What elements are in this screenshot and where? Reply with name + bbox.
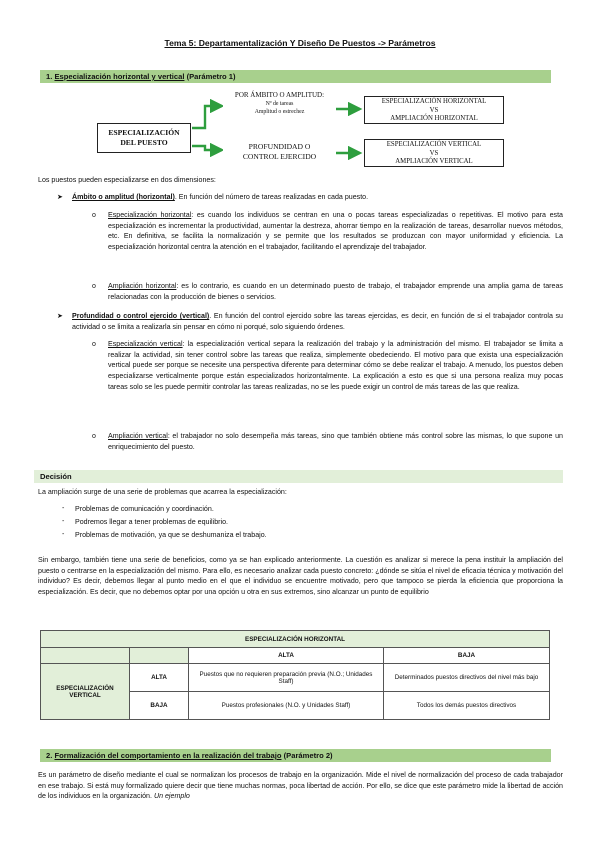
diagram-main-line2: DEL PUESTO xyxy=(120,138,168,147)
diagram-profundidad-box xyxy=(223,142,336,166)
circle-bullet-icon: o xyxy=(92,341,96,348)
table-empty-cell xyxy=(130,648,189,664)
esp-horizontal-paragraph xyxy=(108,210,563,253)
esp-horizontal-text: : es cuando los individuos se centran en una o pocas tareas especializadas o repetitivas. El motivo para esta especialización es incrementar la productividad, aumentar la destreza, ahorrar tiempo en la realización de tareas, desarrollar nuevos métodos, etc. En definitiva, se facilita la normalización y se permite que los resultados se produzcan con mayor uniformidad y eficiencia. La especialización horizontal centra la atención en el trabajador, facilitando el aprendizaje del trabajador. xyxy=(108,211,563,252)
diagram-ambito-line1: POR ÁMBITO O AMPLITUD: xyxy=(234,91,325,99)
diagram-main-box xyxy=(97,123,191,153)
diagram-prof-line1: PROFUNDIDAD O xyxy=(248,142,311,151)
arrow-main-to-ambito xyxy=(192,106,222,128)
diagram-result-horizontal-box xyxy=(364,96,504,124)
arrow-main-to-profundidad xyxy=(192,146,222,150)
profundidad-text: . En función del control ejercido sobre las tareas ejercidas, es decir, en función de si el trabajador controla su actividad o se limita a realizarla sin pensar en cómo ni porqué, solo siguiendo órdenes. xyxy=(72,312,563,331)
diagram-res2-line2: VS xyxy=(429,149,439,157)
table-col-alta: ALTA xyxy=(189,648,384,664)
diagram-main-line1: ESPECIALIZACIÓN xyxy=(108,128,180,137)
decision-header xyxy=(34,470,563,483)
table-col-baja: BAJA xyxy=(384,648,550,664)
diagram-ambito-line3: Amplitud o estrechez xyxy=(254,109,305,115)
circle-bullet-icon: o xyxy=(92,212,96,219)
decision-intro: La ampliación surge de una serie de problemas que acarrea la especialización: xyxy=(38,488,287,496)
page-title: Tema 5: Departamentalización Y Diseño De Puestos -> Parámetros xyxy=(164,38,436,48)
table-cell-alta-baja: Determinados puestos directivos del nivel más bajo xyxy=(384,664,550,692)
esp-vertical-paragraph xyxy=(108,339,563,393)
section-1-title: Especialización horizontal y vertical xyxy=(54,72,185,81)
decision-header-label: Decisión xyxy=(40,472,72,481)
ambito-text: . En función del número de tareas realizadas en cada puesto. xyxy=(174,193,369,201)
table-cell-baja-baja: Todos los demás puestos directivos xyxy=(384,692,550,720)
amp-vertical-text: : el trabajador no solo desempeña más tareas, sino que también obtiene más control sobre las mismas, lo que supone un enriquecimiento del puesto. xyxy=(108,432,563,451)
dash-bullet: - xyxy=(62,518,65,525)
section-2-title: Formalización del comportamiento en la realización del trabajo xyxy=(54,751,282,760)
ambito-label: Ámbito o amplitud (horizontal) xyxy=(72,193,175,201)
diagram-res2-line1: ESPECIALIZACIÓN VERTICAL xyxy=(386,141,482,148)
diagram-result-vertical-box xyxy=(364,139,504,167)
diagram-res1-line1: ESPECIALIZACIÓN HORIZONTAL xyxy=(381,98,487,105)
table-cell-baja-alta: Puestos profesionales (N.O. y Unidades Staff) xyxy=(189,692,384,720)
ambito-line xyxy=(72,192,562,203)
decision-item: Problemas de comunicación y coordinación. xyxy=(75,505,214,513)
intro-text: Los puestos pueden especializarse en dos dimensiones: xyxy=(38,176,216,184)
diagram-ambito-box xyxy=(223,91,336,126)
esp-vertical-text: : la especialización vertical separa la realización del trabajo y la administración del mismo. El trabajador se limita a realizar la actividad, sin tener control sobre las tareas que realiza, simplemente obedeciendo. El motivo para que exista una especialización vertical puede ser porque se necesite una perspectiva diferente para determinar cómo se debe realizar el trabajo. A menudo, los puestos deben especializarse verticalmente porque están especializados horizontalmente. La explicación a esto es que si una persona realiza muy pocas tareas solo se les puede permitir controlar las tareas realizadas, no se les puede exigir un control de más tareas de las que realiza. xyxy=(108,340,563,391)
dash-bullet: - xyxy=(62,505,65,512)
section-2-param: (Parámetro 2) xyxy=(283,751,333,760)
profundidad-label: Profundidad o control ejercido (vertical) xyxy=(72,312,210,320)
decision-paragraph: Sin embargo, también tiene una serie de beneficios, como ya se han explicado anteriormente. La cuestión es analizar si merece la pena instituir la ampliación del puesto o centrarse en la especialización del mismo. Para ello, es necesario analizar cada puesto concreto: ¿dónde se sitúa el nivel de eficacia técnica y motivación del individuo? Es decir, debemos llegar al punto medio en el que el individuo se encuentre motivado, pero que tampoco se pierda la eficiencia que proporciona la especialización. Es decir, que no debemos optar por una opción u otra en sus extremos, sino alcanzar un punto de equilibrio xyxy=(38,556,563,597)
section-2-paragraph xyxy=(38,770,563,802)
diagram-res1-line2: VS xyxy=(429,106,439,114)
amp-horizontal-paragraph xyxy=(108,281,563,302)
diagram-ambito-line2: Nº de tareas xyxy=(265,101,294,107)
amp-vertical-paragraph xyxy=(108,431,563,452)
table-cell-alta-alta: Puestos que no requieren preparación previa (N.O.; Unidades Staff) xyxy=(189,664,384,692)
amp-vertical-label: Ampliación vertical xyxy=(108,432,168,440)
section-1-number: 1. xyxy=(46,72,53,81)
table-row-label: ESPECIALIZACIÓN VERTICAL xyxy=(41,664,130,720)
arrow-bullet-icon: ➤ xyxy=(57,313,63,320)
circle-bullet-icon: o xyxy=(92,283,96,290)
dash-bullet: - xyxy=(62,531,65,538)
diagram-res2-line3: AMPLIACIÓN VERTICAL xyxy=(395,158,473,165)
section-2-header xyxy=(40,749,551,762)
arrow-bullet-icon: ➤ xyxy=(57,194,63,201)
circle-bullet-icon: o xyxy=(92,433,96,440)
table-row-baja: BAJA xyxy=(130,692,189,720)
table-header: ESPECIALIZACIÓN HORIZONTAL xyxy=(41,631,550,648)
esp-horizontal-label: Especialización horizontal xyxy=(108,211,192,219)
section-2-italic: Un ejemplo xyxy=(153,792,190,801)
section-2-number: 2. xyxy=(46,751,53,760)
amp-horizontal-text: : es lo contrario, es cuando en un determinado puesto de trabajo, el trabajador emprende una amplia gama de tareas relacionadas con la producción de bienes o servicios. xyxy=(108,282,563,301)
profundidad-paragraph xyxy=(72,311,563,332)
diagram-res1-line3: AMPLIACIÓN HORIZONTAL xyxy=(390,115,478,122)
table-row-alta: ALTA xyxy=(130,664,189,692)
section-1-param: (Parámetro 1) xyxy=(186,72,236,81)
section-2-text: Es un parámetro de diseño mediante el cual se normalizan los procesos de trabajo en la organización. Mide el nivel de normalización del proceso de cada trabajador en ese trabajo. Si está muy formalizado quiere decir que tiene muchas normas, poca libertad de acción. Por ello, se dice que este parámetro mide la libertad de acción de los individuos en la organización. xyxy=(38,771,563,801)
specialization-table xyxy=(40,630,550,720)
amp-horizontal-label: Ampliación horizontal xyxy=(108,282,177,290)
table-empty-cell xyxy=(41,648,130,664)
esp-vertical-label: Especialización vertical xyxy=(108,340,183,348)
decision-item: Problemas de motivación, ya que se deshumaniza el trabajo. xyxy=(75,531,267,539)
decision-item: Podremos llegar a tener problemas de equilibrio. xyxy=(75,518,228,526)
diagram-prof-line2: CONTROL EJERCIDO xyxy=(242,152,317,161)
